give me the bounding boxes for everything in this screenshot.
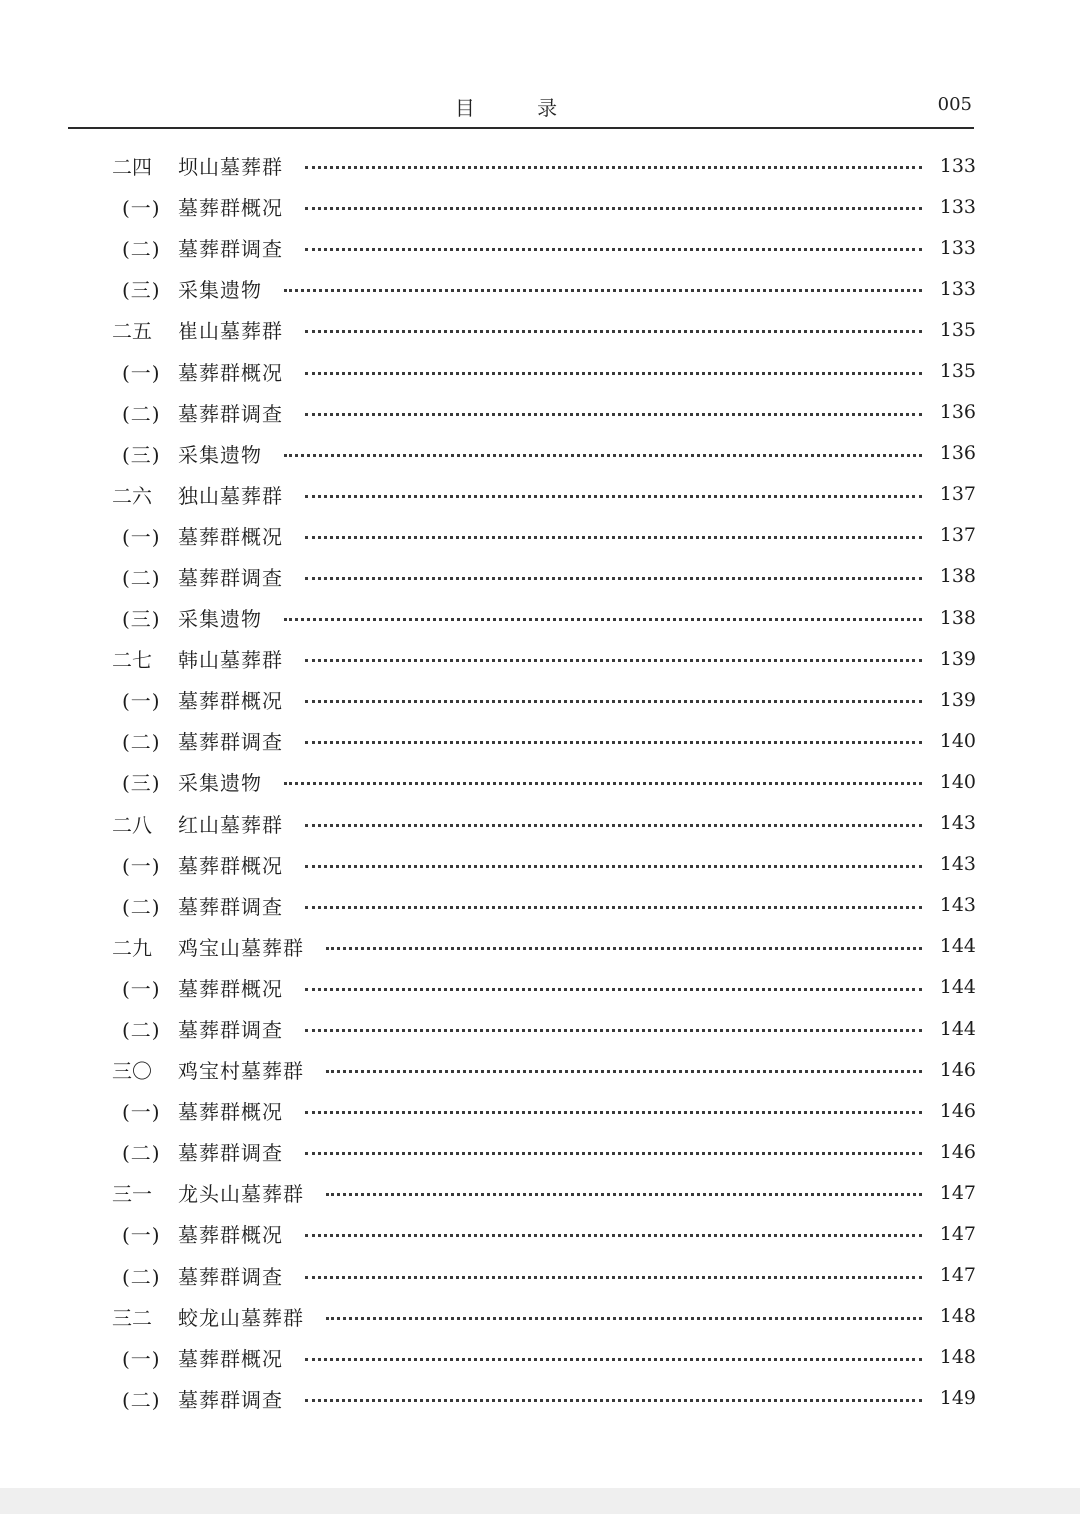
toc-entry-title: 蛟龙山墓葬群 <box>178 1305 304 1330</box>
dot-leader <box>305 988 922 991</box>
toc-entry-page: 133 <box>939 236 976 259</box>
toc-subsection-row <box>112 844 976 885</box>
toc-entry-page: 144 <box>939 1017 976 1040</box>
toc-entry-title: 墓葬群调查 <box>178 894 283 919</box>
toc-section-row <box>112 474 976 515</box>
toc-entry-title: 墓葬群概况 <box>178 1223 283 1248</box>
toc-label <box>112 767 284 796</box>
toc-label <box>112 1219 305 1248</box>
toc-entry-title: 采集遗物 <box>178 607 262 632</box>
toc-entry-title: 墓葬群概况 <box>178 360 283 385</box>
toc-label <box>112 932 326 961</box>
toc-entry-page: 149 <box>939 1387 976 1410</box>
toc-subsection-row <box>112 1337 976 1378</box>
running-title: 目 录 <box>454 96 586 120</box>
toc-section-row <box>112 926 976 967</box>
toc-entry-page: 133 <box>939 277 976 300</box>
toc-label <box>112 644 305 673</box>
toc-label <box>112 357 305 386</box>
dot-leader <box>326 1193 922 1196</box>
toc-subsection-row <box>112 761 976 802</box>
toc-entry-number: 二八 <box>112 812 152 837</box>
toc-entry-page: 143 <box>939 812 976 835</box>
toc-entry-title: 采集遗物 <box>178 442 262 467</box>
running-head <box>0 90 1080 126</box>
toc-entry-page: 143 <box>939 894 976 917</box>
toc-entry-page: 140 <box>939 770 976 793</box>
toc-label <box>112 726 305 755</box>
dot-leader <box>305 1399 922 1402</box>
toc-subsection-row <box>112 350 976 391</box>
toc-label <box>112 1343 305 1372</box>
dot-leader <box>305 1029 922 1032</box>
table-of-contents <box>112 145 976 1419</box>
toc-label <box>112 1137 305 1166</box>
dot-leader <box>326 1070 922 1073</box>
scan-bottom-band <box>0 1488 1080 1514</box>
toc-section-row <box>112 1296 976 1337</box>
toc-entry-title: 龙头山墓葬群 <box>178 1182 304 1207</box>
toc-entry-number: 二九 <box>112 935 152 960</box>
toc-entry-title: 采集遗物 <box>178 771 262 796</box>
toc-label <box>112 1014 305 1043</box>
page-number: 005 <box>937 94 972 115</box>
toc-entry-title: 墓葬群概况 <box>178 524 283 549</box>
toc-entry-number: (一) <box>122 196 161 221</box>
dot-leader <box>305 536 922 539</box>
toc-entry-number: (一) <box>122 976 161 1001</box>
toc-entry-page: 147 <box>939 1222 976 1245</box>
dot-leader <box>326 1317 922 1320</box>
toc-entry-page: 146 <box>939 1140 976 1163</box>
toc-entry-page: 148 <box>939 1305 976 1328</box>
toc-entry-number: (二) <box>122 730 161 755</box>
toc-label <box>112 685 305 714</box>
dot-leader <box>305 495 922 498</box>
toc-label <box>112 562 305 591</box>
toc-label <box>112 192 305 221</box>
toc-entry-number: (一) <box>122 689 161 714</box>
toc-subsection-row <box>112 720 976 761</box>
toc-entry-number: (一) <box>122 1100 161 1125</box>
toc-section-row <box>112 803 976 844</box>
toc-entry-page: 136 <box>939 442 976 465</box>
dot-leader <box>305 865 922 868</box>
toc-entry-number: (二) <box>122 1264 161 1289</box>
dot-leader <box>305 330 922 333</box>
toc-entry-number: (二) <box>122 1141 161 1166</box>
toc-entry-title: 墓葬群概况 <box>178 689 283 714</box>
toc-entry-title: 墓葬群概况 <box>178 853 283 878</box>
toc-entry-title: 墓葬群概况 <box>178 1100 283 1125</box>
toc-entry-number: (三) <box>122 442 161 467</box>
toc-entry-page: 146 <box>939 1099 976 1122</box>
toc-entry-page: 138 <box>939 606 976 629</box>
dot-leader <box>305 741 922 744</box>
toc-entry-title: 鸡宝山墓葬群 <box>178 935 304 960</box>
toc-label <box>112 1096 305 1125</box>
dot-leader <box>284 782 922 785</box>
dot-leader <box>305 207 922 210</box>
toc-entry-title: 韩山墓葬群 <box>178 648 283 673</box>
toc-entry-title: 墓葬群概况 <box>178 976 283 1001</box>
toc-section-row <box>112 309 976 350</box>
toc-entry-title: 墓葬群调查 <box>178 237 283 262</box>
toc-entry-number: (二) <box>122 565 161 590</box>
toc-entry-title: 鸡宝村墓葬群 <box>178 1059 304 1084</box>
toc-entry-title: 墓葬群调查 <box>178 1018 283 1043</box>
toc-entry-number: (二) <box>122 1387 161 1412</box>
toc-entry-number: (三) <box>122 771 161 796</box>
toc-entry-number: 三一 <box>112 1182 152 1207</box>
toc-entry-page: 140 <box>939 729 976 752</box>
toc-entry-title: 坝山墓葬群 <box>178 155 283 180</box>
toc-subsection-row <box>112 186 976 227</box>
toc-subsection-row <box>112 556 976 597</box>
toc-subsection-row <box>112 433 976 474</box>
dot-leader <box>305 577 922 580</box>
toc-entry-page: 143 <box>939 853 976 876</box>
toc-entry-title: 墓葬群调查 <box>178 730 283 755</box>
toc-entry-title: 采集遗物 <box>178 278 262 303</box>
toc-label <box>112 521 305 550</box>
dot-leader <box>284 618 922 621</box>
toc-entry-page: 137 <box>939 524 976 547</box>
toc-entry-page: 139 <box>939 688 976 711</box>
toc-entry-title: 墓葬群概况 <box>178 196 283 221</box>
toc-subsection-row <box>112 268 976 309</box>
toc-entry-number: (二) <box>122 401 161 426</box>
dot-leader <box>305 372 922 375</box>
toc-entry-page: 144 <box>939 976 976 999</box>
toc-entry-page: 138 <box>939 565 976 588</box>
toc-subsection-row <box>112 515 976 556</box>
toc-subsection-row <box>112 885 976 926</box>
toc-entry-page: 144 <box>939 935 976 958</box>
toc-entry-title: 墓葬群概况 <box>178 1346 283 1371</box>
toc-entry-title: 墓葬群调查 <box>178 1141 283 1166</box>
toc-section-row <box>112 638 976 679</box>
toc-entry-number: (二) <box>122 1018 161 1043</box>
toc-entry-title: 独山墓葬群 <box>178 483 283 508</box>
toc-section-row <box>112 1049 976 1090</box>
dot-leader <box>305 166 922 169</box>
toc-entry-title: 墓葬群调查 <box>178 401 283 426</box>
toc-entry-page: 148 <box>939 1346 976 1369</box>
toc-section-row <box>112 1172 976 1213</box>
toc-entry-number: 二七 <box>112 648 152 673</box>
dot-leader <box>305 824 922 827</box>
toc-label <box>112 151 305 180</box>
dot-leader <box>305 248 922 251</box>
toc-entry-page: 133 <box>939 195 976 218</box>
dot-leader <box>305 906 922 909</box>
toc-label <box>112 398 305 427</box>
toc-label <box>112 850 305 879</box>
toc-label <box>112 1178 326 1207</box>
toc-label <box>112 603 284 632</box>
dot-leader <box>305 1234 922 1237</box>
toc-label <box>112 1055 326 1084</box>
toc-entry-number: (一) <box>122 524 161 549</box>
toc-entry-title: 墓葬群调查 <box>178 1387 283 1412</box>
toc-entry-number: 二四 <box>112 155 152 180</box>
toc-label <box>112 1384 305 1413</box>
toc-entry-number: 三二 <box>112 1305 152 1330</box>
toc-subsection-row <box>112 392 976 433</box>
toc-entry-title: 崔山墓葬群 <box>178 319 283 344</box>
toc-entry-number: 二六 <box>112 483 152 508</box>
toc-entry-page: 147 <box>939 1181 976 1204</box>
toc-entry-page: 147 <box>939 1264 976 1287</box>
toc-subsection-row <box>112 1131 976 1172</box>
toc-label <box>112 274 284 303</box>
toc-entry-number: (一) <box>122 853 161 878</box>
toc-entry-number: (一) <box>122 360 161 385</box>
toc-entry-title: 墓葬群调查 <box>178 1264 283 1289</box>
toc-subsection-row <box>112 1090 976 1131</box>
toc-entry-page: 136 <box>939 401 976 424</box>
toc-entry-number: (二) <box>122 237 161 262</box>
toc-entry-page: 135 <box>939 318 976 341</box>
toc-entry-page: 133 <box>939 154 976 177</box>
dot-leader <box>305 700 922 703</box>
toc-subsection-row <box>112 1378 976 1419</box>
toc-subsection-row <box>112 967 976 1008</box>
toc-label <box>112 233 305 262</box>
dot-leader <box>305 659 922 662</box>
toc-entry-number: 二五 <box>112 319 152 344</box>
dot-leader <box>305 1358 922 1361</box>
toc-entry-number: (一) <box>122 1223 161 1248</box>
toc-subsection-row <box>112 679 976 720</box>
toc-subsection-row <box>112 1213 976 1254</box>
header-rule <box>68 127 974 129</box>
toc-label <box>112 315 305 344</box>
toc-entry-title: 红山墓葬群 <box>178 812 283 837</box>
toc-section-row <box>112 145 976 186</box>
toc-subsection-row <box>112 227 976 268</box>
toc-entry-page: 146 <box>939 1058 976 1081</box>
toc-subsection-row <box>112 1255 976 1296</box>
dot-leader <box>305 413 922 416</box>
toc-label <box>112 480 305 509</box>
toc-label <box>112 1302 326 1331</box>
toc-label <box>112 973 305 1002</box>
toc-entry-page: 135 <box>939 360 976 383</box>
dot-leader <box>284 454 922 457</box>
toc-entry-number: (三) <box>122 278 161 303</box>
dot-leader <box>326 947 922 950</box>
toc-entry-page: 139 <box>939 647 976 670</box>
toc-entry-number: 三〇 <box>112 1059 152 1084</box>
dot-leader <box>284 289 922 292</box>
toc-entry-page: 137 <box>939 483 976 506</box>
dot-leader <box>305 1152 922 1155</box>
toc-label <box>112 1261 305 1290</box>
toc-entry-number: (三) <box>122 607 161 632</box>
toc-entry-number: (二) <box>122 894 161 919</box>
toc-label <box>112 891 305 920</box>
toc-entry-number: (一) <box>122 1346 161 1371</box>
dot-leader <box>305 1111 922 1114</box>
toc-label <box>112 809 305 838</box>
toc-subsection-row <box>112 1008 976 1049</box>
toc-label <box>112 439 284 468</box>
dot-leader <box>305 1276 922 1279</box>
toc-entry-title: 墓葬群调查 <box>178 565 283 590</box>
toc-subsection-row <box>112 597 976 638</box>
